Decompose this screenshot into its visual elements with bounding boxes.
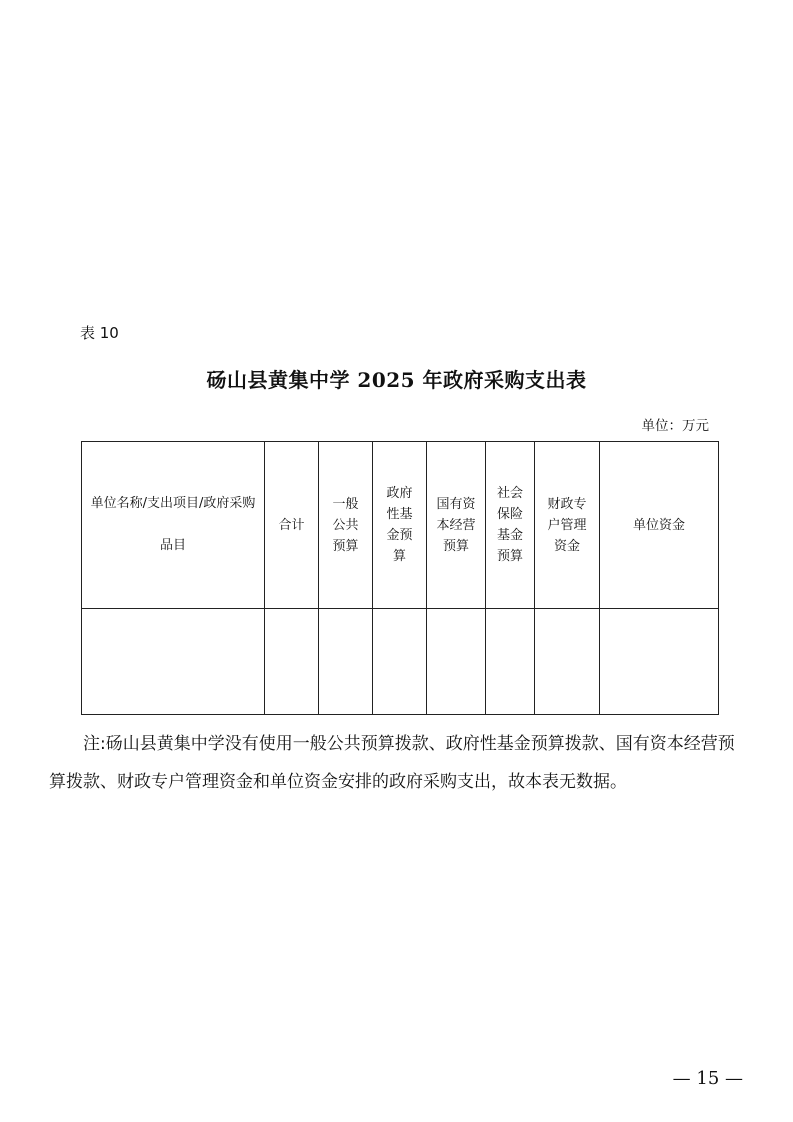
col-header-general-budget: 一般公共预算 — [319, 442, 373, 609]
document-title: 砀山县黄集中学 2025 年政府采购支出表 — [206, 368, 587, 392]
table-cell — [486, 609, 535, 715]
unit-label: 单位：万元 — [641, 418, 709, 434]
col-header-social-insurance-budget: 社会保险基金预算 — [486, 442, 535, 609]
table-note: 注:砀山县黄集中学没有使用一般公共预算拨款、政府性基金预算拨款、国有资本经营预算拨款、财政专户管理资金和单位资金安排的政府采购支出，故本表无数据。 — [49, 734, 735, 792]
table-cell — [82, 609, 265, 715]
table-cell — [373, 609, 427, 715]
col-header-special-account-funds: 财政专户管理资金 — [535, 442, 600, 609]
table-row — [82, 609, 719, 715]
table-cell — [600, 609, 719, 715]
col-header-state-capital-budget: 国有资本经营预算 — [427, 442, 486, 609]
procurement-table — [81, 441, 719, 715]
col-header-gov-fund-budget: 政府性基金预算 — [373, 442, 427, 609]
col-header-unit-item: 单位名称/支出项目/政府采购品目 — [82, 442, 265, 609]
table-number-label: 表 10 — [80, 324, 119, 342]
table-cell — [535, 609, 600, 715]
table-cell — [319, 609, 373, 715]
page-number: — 15 — — [672, 1068, 743, 1089]
table-cell — [265, 609, 319, 715]
table-header-row — [82, 442, 719, 609]
col-header-unit-funds: 单位资金 — [600, 442, 719, 609]
col-header-total: 合计 — [265, 442, 319, 609]
table-cell — [427, 609, 486, 715]
